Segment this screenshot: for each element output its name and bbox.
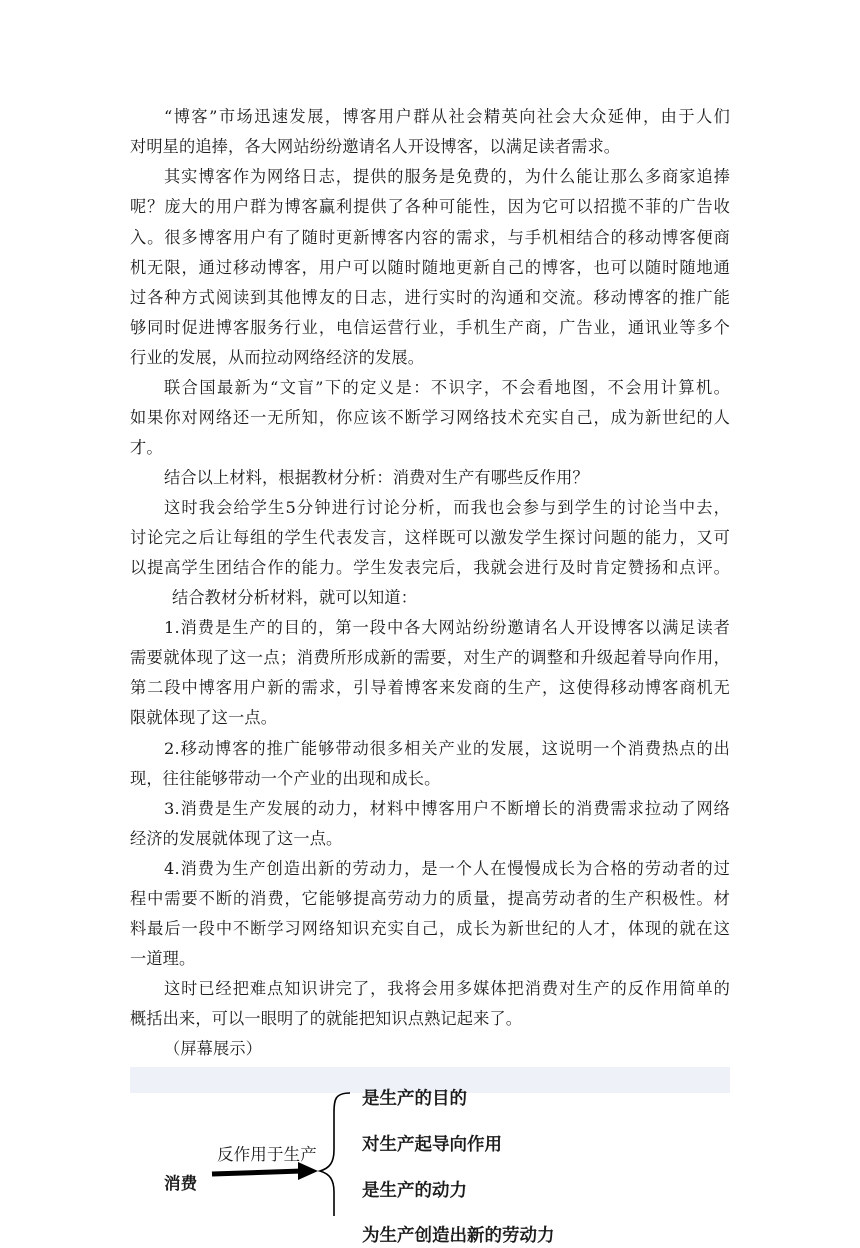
text-line: 3.消费是生产发展的动力，材料中博客用户不断增长的消费需求拉动了网络 — [164, 799, 730, 818]
text-line: 这时已经把难点知识讲完了，我将会用多媒体把消费对生产的反作用简单的 — [164, 979, 730, 998]
text-line: “博客”市场迅速发展，博客用户群从社会精英向社会大众延伸，由于人们 — [164, 107, 730, 126]
text-line: 料最后一段中不断学习网络知识充实自己，成长为新世纪的人才，体现的就在这 — [130, 919, 730, 938]
arrow-head — [298, 1162, 318, 1180]
text-line: 这时我会给学生5分钟进行讨论分析，而我也会参与到学生的讨论当中去， — [164, 498, 730, 517]
text-line: 联合国最新为“文盲”下的定义是：不识字，不会看地图，不会用计算机。 — [164, 378, 730, 397]
diagram-item: 为生产创造出新的劳动力 — [362, 1226, 555, 1246]
text-line: 过各种方式阅读到其他博友的日志，进行实时的沟通和交流。移动博客的推广能 — [130, 288, 730, 307]
text-line: 1.消费是生产的目的，第一段中各大网站纷纷邀请名人开设博客以满足读者 — [164, 618, 730, 637]
text-line: 需要就体现了这一点；消费所形成新的需要，对生产的调整和升级起着导向作用， — [130, 648, 730, 667]
text-line: 其实博客作为网络日志，提供的服务是免费的，为什么能让那么多商家追捧 — [164, 167, 730, 186]
text-line: 呢？庞大的用户群为博客赢利提供了各种可能性，因为它可以招揽不菲的广告收 — [130, 197, 730, 216]
text-line: 对明星的追捧，各大网站纷纷邀请名人开设博客，以满足读者需求。 — [130, 137, 621, 156]
text-line: 限就体现了这一点。 — [130, 708, 278, 727]
arrow-shaft — [212, 1171, 302, 1174]
diagram-item: 对生产起导向作用 — [362, 1135, 502, 1155]
text-line: 机无限，通过移动博客，用户可以随时随地更新自己的博客，也可以随时随地通 — [130, 258, 730, 277]
diagram-item: 是生产的目的 — [362, 1089, 467, 1109]
text-line: 程中需要不断的消费，它能够提高劳动力的质量，提高劳动者的生产积极性。材 — [130, 889, 730, 908]
text-line: 讨论完之后让每组的学生代表发言，这样既可以激发学生探讨问题的能力，又可 — [130, 528, 730, 547]
text-line: 4.消费为生产创造出新的劳动力，是一个人在慢慢成长为合格的劳动者的过 — [164, 859, 730, 878]
diagram-source-label: 消费 — [164, 1174, 198, 1193]
text-line: 一道理。 — [130, 949, 196, 968]
text-line: 如果你对网络还一无所知，你应该不断学习网络技术充实自己，成为新世纪的人 — [130, 408, 730, 427]
text-line: 才。 — [130, 438, 163, 457]
text-line: 入。很多博客用户有了随时更新博客内容的需求，与手机相结合的移动博客便商 — [130, 228, 730, 247]
text-line: 现，往往能够带动一个产业的出现和成长。 — [130, 769, 441, 788]
text-line: 结合以上材料，根据教材分析：消费对生产有哪些反作用？ — [164, 468, 589, 487]
text-line: 2.移动博客的推广能够带动很多相关产业的发展，这说明一个消费热点的出 — [164, 739, 730, 758]
diagram-item: 是生产的动力 — [362, 1181, 467, 1201]
curly-brace — [320, 1093, 350, 1216]
text-line: 行业的发展，从而拉动网络经济的发展。 — [130, 348, 425, 367]
diagram-arrow-label: 反作用于生产 — [217, 1145, 317, 1164]
text-line: 经济的发展就体现了这一点。 — [130, 829, 343, 848]
text-line: 结合教材分析材料，就可以知道： — [172, 588, 418, 607]
screen-display-note: （屏幕展示） — [164, 1039, 263, 1058]
text-line: 第二段中博客用户新的需求，引导着博客来发商的生产，这使得移动博客商机无 — [130, 678, 730, 697]
text-line: 概括出来，可以一眼明了的就能把知识点熟记起来了。 — [130, 1009, 523, 1028]
text-line: 以提高学生团结合作的能力。学生发表完后，我就会进行及时肯定赞扬和点评。 — [130, 558, 730, 577]
text-line: 够同时促进博客服务行业，电信运营行业，手机生产商，广告业，通讯业等多个 — [130, 318, 730, 337]
